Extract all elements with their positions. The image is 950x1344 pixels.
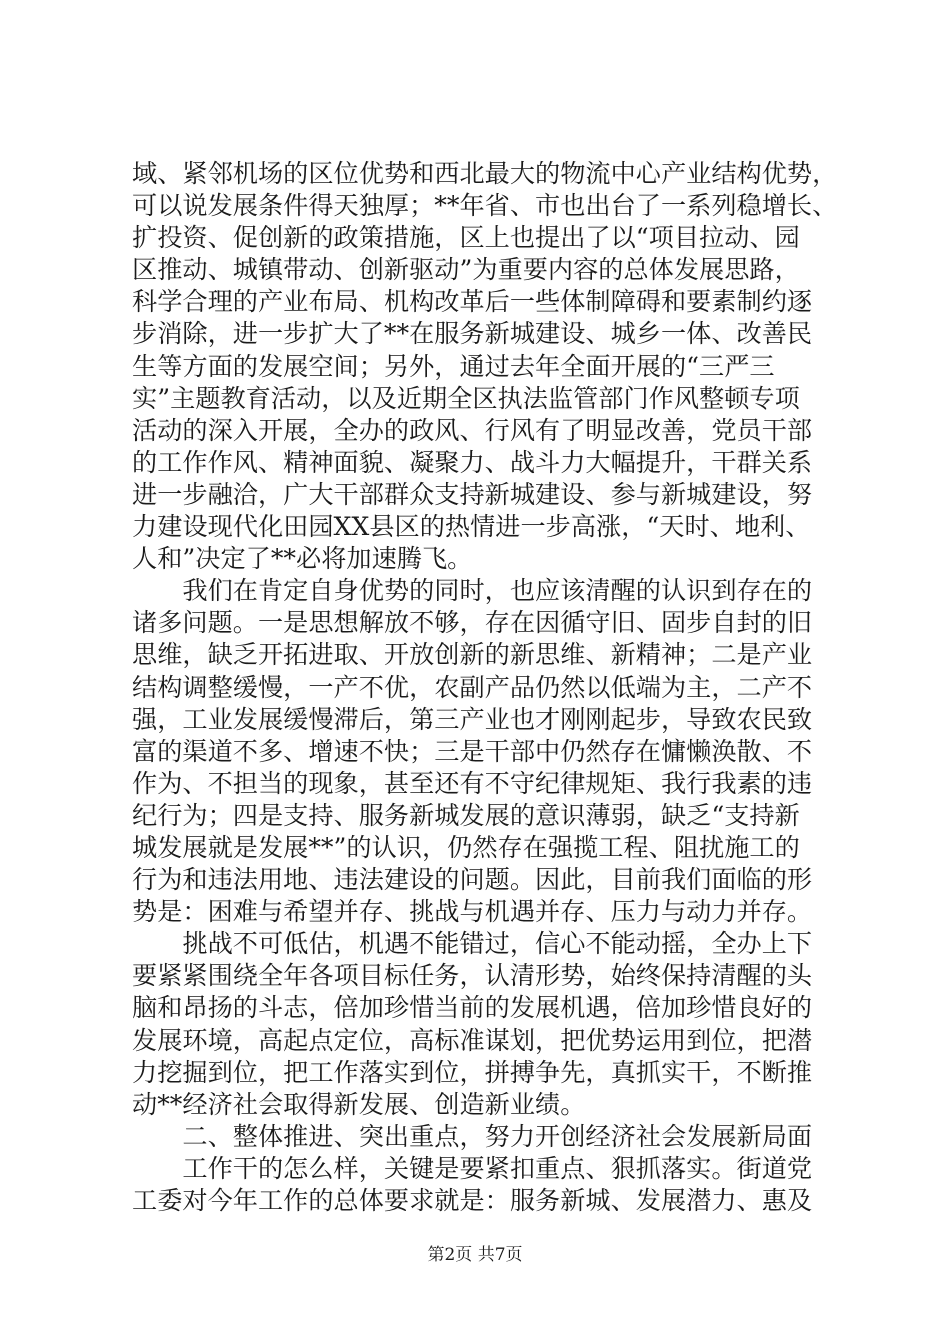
- text-line: 扩投资、促创新的政策措施，区上也提出了以“项目拉动、园: [132, 223, 800, 253]
- section-heading: 二、整体推进、突出重点，努力开创经济社会发展新局面: [132, 1121, 813, 1151]
- text-line: 的工作作风、精神面貌、凝聚力、战斗力大幅提升，干群关系: [132, 447, 813, 477]
- text-line: 城发展就是发展**”的认识，仍然存在强揽工程、阻扰施工的: [132, 832, 800, 862]
- text-line: 力建设现代化田园XX县区的热情进一步高涨，“天时、地利、: [132, 512, 811, 542]
- text-line: 诸多问题。一是思想解放不够，存在因循守旧、固步自封的旧: [132, 608, 813, 638]
- page-footer: [0, 1240, 950, 1265]
- text-line: 发展环境，高起点定位，高标准谋划，把优势运用到位，把潜: [132, 1025, 813, 1055]
- text-line: 要紧紧围绕全年各项目标任务，认清形势，始终保持清醒的头: [132, 961, 813, 991]
- text-line: 我们在肯定自身优势的同时，也应该清醒的认识到存在的: [132, 576, 813, 606]
- text-line: 域、紧邻机场的区位优势和西北最大的物流中心产业结构优势，: [132, 159, 838, 188]
- text-line: 工作干的怎么样，关键是要紧扣重点、狠抓落实。街道党: [132, 1153, 813, 1183]
- document-body: [132, 158, 838, 1217]
- text-line: 可以说发展条件得天独厚；**年省、市也出台了一系列稳增长、: [132, 191, 838, 221]
- text-line: 挑战不可低估，机遇不能错过，信心不能动摇，全办上下: [132, 929, 813, 959]
- text-line: 步消除，进一步扩大了**在服务新城建设、城乡一体、改善民: [132, 319, 813, 349]
- text-line: 行为和违法用地、违法建设的问题。因此，目前我们面临的形: [132, 865, 813, 895]
- text-line: 实”主题教育活动，以及近期全区执法监管部门作风整顿专项: [132, 383, 800, 413]
- text-line: 强，工业发展缓慢滞后，第三产业也才刚刚起步，导致农民致: [132, 704, 813, 734]
- text-line: 进一步融洽，广大干部群众支持新城建设、参与新城建设，努: [132, 479, 813, 509]
- text-line: 结构调整缓慢，一产不优，农副产品仍然以低端为主，二产不: [132, 672, 813, 702]
- text-line: 富的渠道不多、增速不快；三是干部中仍然存在慵懒涣散、不: [132, 736, 813, 766]
- text-line: 区推动、城镇带动、创新驱动”为重要内容的总体发展思路，: [132, 255, 800, 285]
- text-line: 活动的深入开展，全办的政风、行风有了明显改善，党员干部: [132, 415, 813, 445]
- text-line: 工委对今年工作的总体要求就是：服务新城、发展潜力、惠及: [132, 1186, 813, 1215]
- text-line: 纪行为；四是支持、服务新城发展的意识薄弱，缺乏“支持新: [132, 800, 800, 830]
- text-line: 思维，缺乏开拓进取、开放创新的新思维、新精神；二是产业: [132, 640, 813, 670]
- text-line: 力挖掘到位，把工作落实到位，拼搏争先，真抓实干，不断推: [132, 1057, 813, 1087]
- text-line: 势是：困难与希望并存、挑战与机遇并存、压力与动力并存。: [132, 897, 813, 927]
- text-line: 科学合理的产业布局、机构改革后一些体制障碍和要素制约逐: [132, 287, 813, 317]
- text-line: 脑和昂扬的斗志，倍加珍惜当前的发展机遇，倍加珍惜良好的: [132, 993, 813, 1023]
- page-number: 第2页 共7页: [427, 1245, 523, 1265]
- text-line: 作为、不担当的现象，甚至还有不守纪律规矩、我行我素的违: [132, 768, 813, 798]
- text-line: 生等方面的发展空间；另外，通过去年全面开展的“三严三: [132, 351, 775, 381]
- text-line: 人和”决定了**必将加速腾飞。: [132, 544, 473, 574]
- text-line: 动**经济社会取得新发展、创造新业绩。: [132, 1089, 586, 1119]
